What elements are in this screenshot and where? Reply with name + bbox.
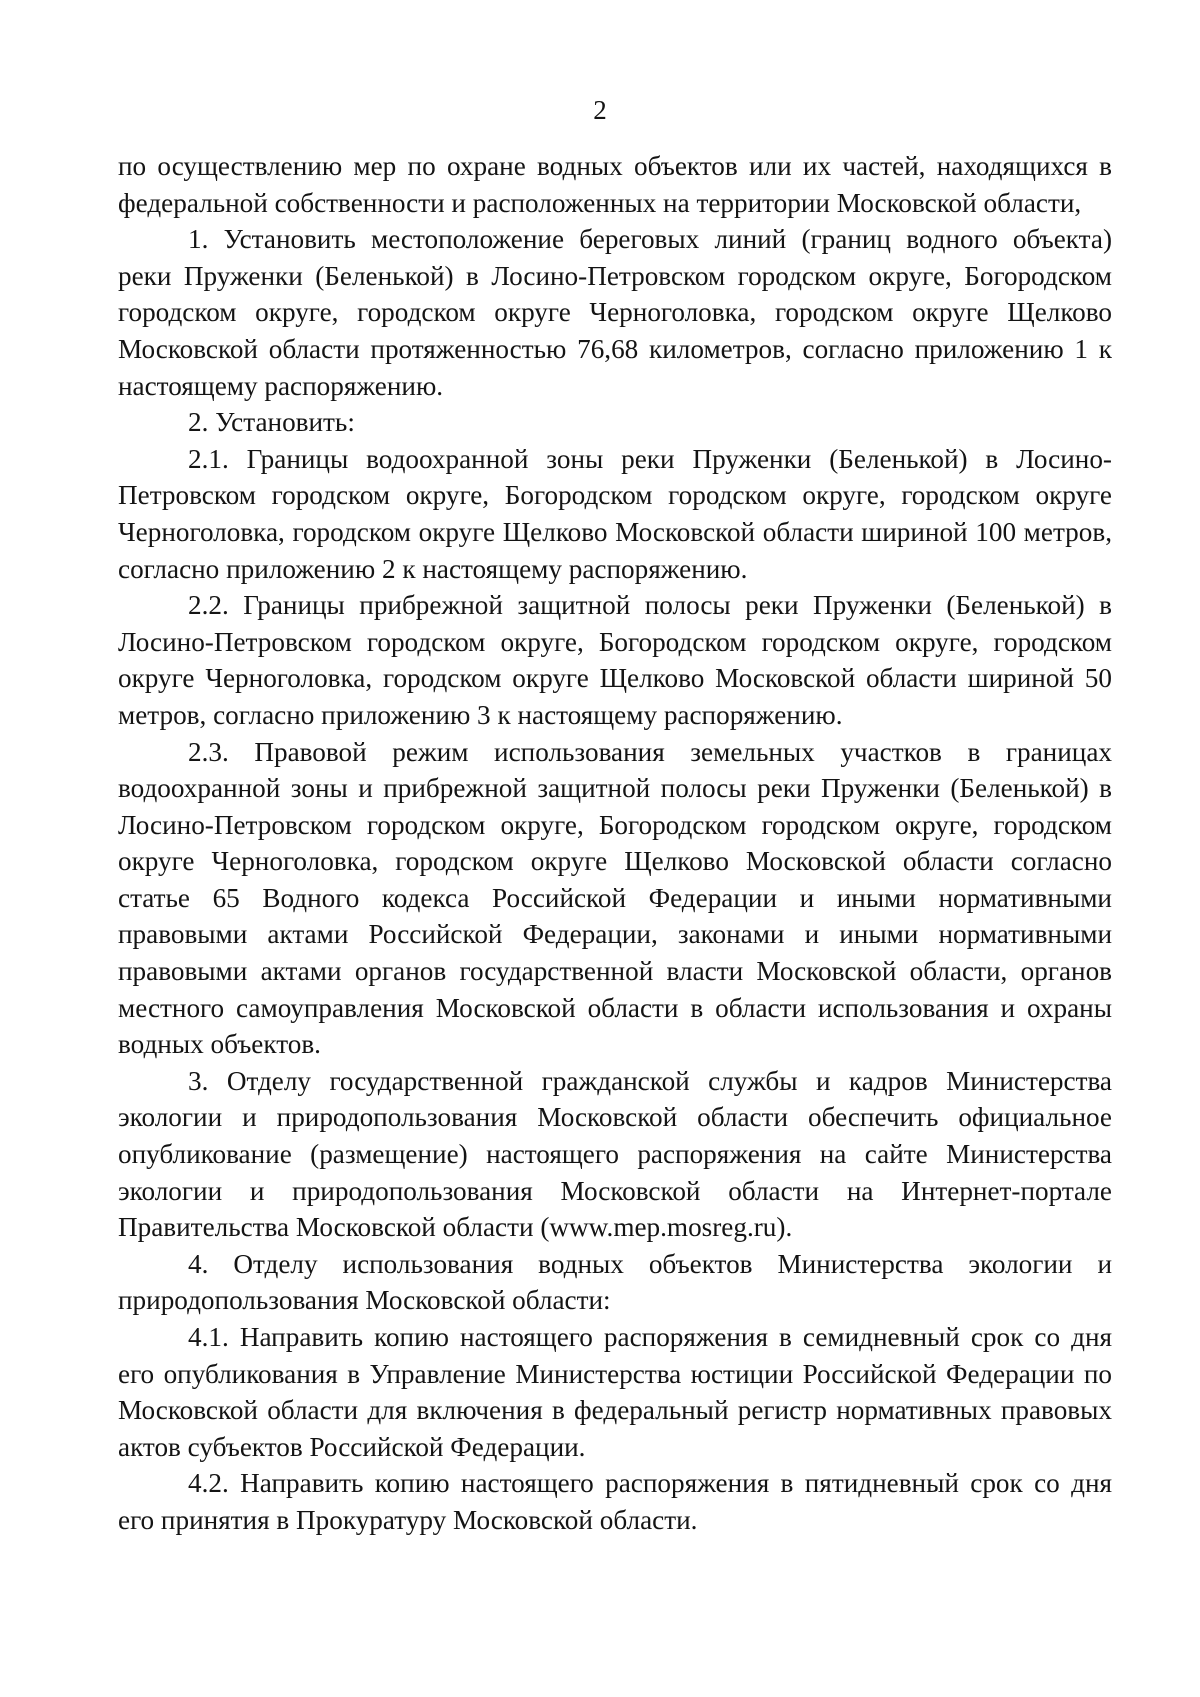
- page-number: 2: [593, 95, 607, 125]
- paragraph-intro-continuation: по осуществлению мер по охране водных объектов или их частей, находящихся в федеральной собственности и расположенных на территории Московской области,: [118, 151, 1112, 218]
- paragraph-item-2-1: 2.1. Границы водоохранной зоны реки Пруженки (Беленькой) в Лосино-Петровском городском округе, Богородском городском округе, городском округе Черноголовка, городском округе Щелково Московской области шириной 100 метров, согласно приложению 2 к настоящему распоряжению.: [118, 443, 1112, 584]
- paragraph-item-4-1: 4.1. Направить копию настоящего распоряжения в семидневный срок со дня его опубликования в Управление Министерства юстиции Российской Федерации по Московской области для включения в федеральный регистр нормативных правовых актов субъектов Российской Федерации.: [118, 1322, 1112, 1462]
- paragraph-item-2: 2. Установить:: [188, 407, 355, 438]
- paragraph-item-4-2: 4.2. Направить копию настоящего распоряжения в пятидневный срок со дня его принятия в Прокуратуру Московской области.: [118, 1468, 1112, 1535]
- paragraph-item-2-2: 2.2. Границы прибрежной защитной полосы реки Пруженки (Беленькой) в Лосино-Петровском городском округе, Богородском городском округе, городском округе Черноголовка, городском округе Щелково Московской области шириной 50 метров, согласно приложению 3 к настоящему распоряжению.: [118, 590, 1112, 730]
- paragraph-item-4: 4. Отделу использования водных объектов Министерства экологии и природопользования Московской области:: [118, 1248, 1112, 1316]
- paragraph-item-2-3: 2.3. Правовой режим использования земельных участков в границах водоохранной зоны и прибрежной защитной полосы реки Пруженки (Беленькой) в Лосино-Петровском городском округе, Богородском городском округе, городском округе Черноголовка, городском округе Щелково Московской области согласно статье 65 Водного кодекса Российской Федерации и иными нормативными правовыми актами Российской Федерации, законами и иными нормативными правовыми актами органов государственной власти Московской области, органов местного самоуправления Московской области в области использования и охраны водных объектов.: [118, 736, 1112, 1060]
- paragraph-item-3: 3. Отделу государственной гражданской службы и кадров Министерства экологии и природопользования Московской области обеспечить официальное опубликование (размещение) настоящего распоряжения на сайте Министерства экологии и природопользования Московской области на Интернет-портале Правительства Московской области (www.mep.mosreg.ru).: [118, 1065, 1112, 1243]
- document-body: [118, 148, 1112, 1539]
- paragraph-item-1: 1. Установить местоположение береговых линий (границ водного объекта) реки Пруженки (Беленькой) в Лосино-Петровском городском округе, Богородском городском округе, городском округе Черноголовка, городском округе Щелково Московской области протяженностью 76,68 километров, согласно приложению 1 к настоящему распоряжению.: [118, 224, 1112, 401]
